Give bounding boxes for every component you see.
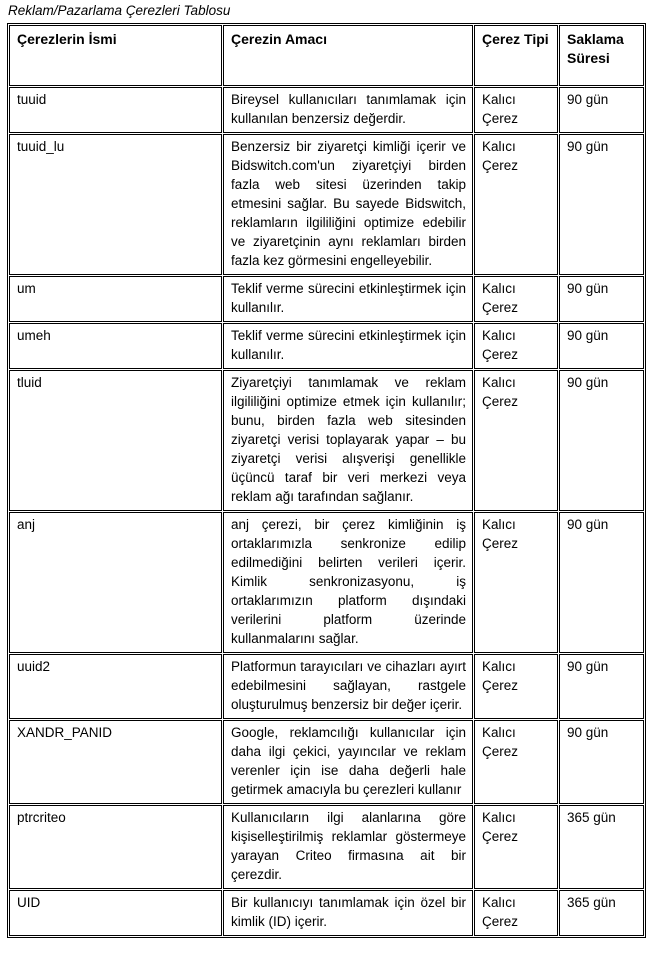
cookie-name-cell: tluid bbox=[9, 370, 222, 511]
column-header-cookie-purpose: Çerezin Amacı bbox=[223, 25, 473, 86]
table-row bbox=[9, 890, 644, 936]
cookie-type-cell: Kalıcı Çerez bbox=[474, 323, 558, 369]
cookie-type-cell: Kalıcı Çerez bbox=[474, 370, 558, 511]
cookie-type-cell: Kalıcı Çerez bbox=[474, 87, 558, 133]
cookie-duration-cell: 365 gün bbox=[559, 890, 644, 936]
cookie-duration-cell: 365 gün bbox=[559, 805, 644, 889]
cookie-name-cell: ptrcriteo bbox=[9, 805, 222, 889]
table-row bbox=[9, 134, 644, 275]
cookie-purpose-cell: anj çerezi, bir çerez kimliğinin iş ortaklarımızla senkronize edilip edilmediğini belirten verileri içerir. Kimlik senkronizasyonu, iş ortaklarımızın platform dışındaki verilerini platform üzerinde kullanmalarını sağlar. bbox=[223, 512, 473, 653]
column-header-cookie-type: Çerez Tipi bbox=[474, 25, 558, 86]
page-title: Reklam/Pazarlama Çerezleri Tablosu bbox=[8, 3, 231, 18]
cookie-purpose-cell: Bireysel kullanıcıları tanımlamak için kullanılan benzersiz değerdir. bbox=[223, 87, 473, 133]
cookie-purpose-cell: Teklif verme sürecini etkinleştirmek için kullanılır. bbox=[223, 276, 473, 322]
cookie-purpose-cell: Bir kullanıcıyı tanımlamak için özel bir kimlik (ID) içerir. bbox=[223, 890, 473, 936]
cookie-name-cell: UID bbox=[9, 890, 222, 936]
cookie-duration-cell: 90 gün bbox=[559, 276, 644, 322]
column-header-cookie-name: Çerezlerin İsmi bbox=[9, 25, 222, 86]
table-row bbox=[9, 87, 644, 133]
cookie-duration-cell: 90 gün bbox=[559, 87, 644, 133]
cookie-duration-cell: 90 gün bbox=[559, 512, 644, 653]
table-row bbox=[9, 370, 644, 511]
cookie-duration-cell: 90 gün bbox=[559, 654, 644, 719]
cookie-name-cell: XANDR_PANID bbox=[9, 720, 222, 804]
cookie-duration-cell: 90 gün bbox=[559, 370, 644, 511]
cookie-name-cell: um bbox=[9, 276, 222, 322]
cookie-purpose-cell: Kullanıcıların ilgi alanlarına göre kişiselleştirilmiş reklamlar göstermeye yarayan Criteo firmasına ait bir çerezdir. bbox=[223, 805, 473, 889]
cookie-name-cell: umeh bbox=[9, 323, 222, 369]
cookie-purpose-cell: Google, reklamcılığı kullanıcılar için daha ilgi çekici, yayıncılar ve reklam verenler için ise daha değerli hale getirmek amacıyla bu çerezleri kullanır bbox=[223, 720, 473, 804]
table-row bbox=[9, 323, 644, 369]
cookie-type-cell: Kalıcı Çerez bbox=[474, 276, 558, 322]
cookie-type-cell: Kalıcı Çerez bbox=[474, 134, 558, 275]
table-row bbox=[9, 512, 644, 653]
cookie-purpose-cell: Teklif verme sürecini etkinleştirmek için kullanılır. bbox=[223, 323, 473, 369]
cookie-name-cell: uuid2 bbox=[9, 654, 222, 719]
cookie-type-cell: Kalıcı Çerez bbox=[474, 512, 558, 653]
table-row bbox=[9, 720, 644, 804]
cookie-type-cell: Kalıcı Çerez bbox=[474, 890, 558, 936]
cookies-table bbox=[7, 23, 646, 938]
table-row bbox=[9, 805, 644, 889]
table-body bbox=[9, 87, 644, 936]
table-row bbox=[9, 654, 644, 719]
cookie-type-cell: Kalıcı Çerez bbox=[474, 805, 558, 889]
cookie-name-cell: anj bbox=[9, 512, 222, 653]
cookie-duration-cell: 90 gün bbox=[559, 134, 644, 275]
cookie-name-cell: tuuid bbox=[9, 87, 222, 133]
cookie-name-cell: tuuid_lu bbox=[9, 134, 222, 275]
column-header-storage-duration: Saklama Süresi bbox=[559, 25, 644, 86]
table-row bbox=[9, 276, 644, 322]
cookie-type-cell: Kalıcı Çerez bbox=[474, 720, 558, 804]
cookie-purpose-cell: Platformun tarayıcıları ve cihazları ayırt edebilmesini sağlayan, rastgele oluşturulmuş benzersiz bir değer içerir. bbox=[223, 654, 473, 719]
cookie-duration-cell: 90 gün bbox=[559, 720, 644, 804]
cookie-duration-cell: 90 gün bbox=[559, 323, 644, 369]
header-row bbox=[9, 25, 644, 86]
cookie-purpose-cell: Ziyaretçiyi tanımlamak ve reklam ilgililiğini optimize etmek için kullanılır; bunu, birden fazla web sitesinden ziyaretçi verisi toplayarak yapar – bu ziyaretçi verisi alışverişi genellikle üçüncü taraf bir veri merkezi veya reklam ağı tarafından sağlanır. bbox=[223, 370, 473, 511]
cookie-purpose-cell: Benzersiz bir ziyaretçi kimliği içerir ve Bidswitch.com'un ziyaretçiyi birden fazla web sitesi üzerinden takip etmesini sağlar. Bu sayede Bidswitch, reklamların ilgililiğini optimize edebilir ve ziyaretçinin aynı reklamları birden fazla kez görmesini engelleyebilir. bbox=[223, 134, 473, 275]
cookie-type-cell: Kalıcı Çerez bbox=[474, 654, 558, 719]
